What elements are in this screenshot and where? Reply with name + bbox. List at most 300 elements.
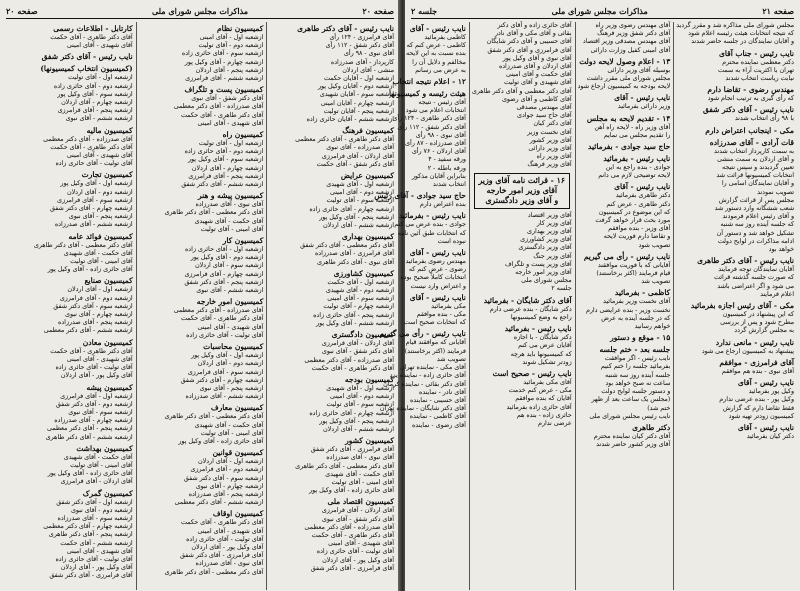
text-line: ورقه باطله - ۲ (427, 164, 466, 172)
section-heading: نایب رئیس - مانعی ندارد (715, 337, 794, 347)
text-line: ازشعبه اول - آقای امینی (199, 34, 264, 41)
text-line: بنده اعتراض دارم (419, 201, 466, 209)
text-line: آقای حائری زاده - آقای وکیل پور (178, 437, 264, 445)
text-line: ازشعبه پنجم - آقای اردلان (195, 66, 264, 74)
text-line: ازشعبه سوم - آقای نبوی (68, 408, 133, 416)
text-line: نیابت ریاست انتخاب شدند (725, 75, 794, 83)
text-line: آقای وزیر اقتصاد (527, 211, 572, 219)
section-heading: نایب رئیس - آقای (614, 93, 671, 103)
text-line: ازشعبه ششم - آقای دکتر معظمی (43, 327, 133, 335)
text-line: به عرض می رسانم (415, 66, 466, 74)
section-heading: کارتابل - اطلاعات رسمی (53, 24, 133, 33)
text-line: آقای صدرزاده - آقای دکتر معظمی (304, 356, 394, 364)
text-line: آقای صدرزاده - آقای دکتر معظمی (43, 135, 133, 143)
text-line: انتخابات کاملاً صحیح بوده (400, 274, 466, 282)
text-line: و آقایان نمایندگان اسامی را (721, 180, 794, 188)
text-line: آقای وزیر کشور (529, 136, 572, 144)
text-line: به مجلس گزارش گردد (734, 327, 794, 335)
section-heading: کمیسیون بهداری (341, 232, 394, 242)
text-line: دکتر طاهری بفرمائید (615, 192, 671, 200)
text-line: آقای فرامرزی - آقای دکتر شفق (180, 552, 264, 560)
text-line: کمیسیون زودتر تهیه شود (728, 412, 794, 420)
section-heading: (کمیسیون انتخاب کمیسیونها) (40, 64, 133, 74)
text-line: آقای دکتر شفق - آقای حکمت (316, 160, 394, 168)
text-line: نبوده است (437, 237, 466, 245)
text-line: آقای دکتر شفق وزیر فرهنگ (597, 30, 671, 38)
text-line: ازشعبه ششم - آقای صدرزاده (185, 393, 264, 401)
section-heading: نایب رئیس - آقای دکتر شفق (703, 105, 794, 115)
text-line: آقای حائری زاده بفرمائید (506, 403, 572, 411)
section-heading: نایب رئیس - آقای دکتر شفق (41, 52, 133, 62)
section-heading: مهندس رضوی - تقاضا دارم (707, 85, 794, 95)
text-line: ازشعبه پنجم - آقایان تولیت (323, 107, 394, 115)
text-line: ادامه مذاکرات در لوایح دولت (717, 237, 794, 245)
text-line: آقای مکی - نماینده تهران (399, 364, 466, 372)
text-line: ازشعبه سوم - آقای حائری زاده (181, 50, 264, 58)
section-heading: کمیسیون قوانین (212, 448, 264, 458)
text-line: آقای امینی - آقای تولیت (200, 225, 264, 233)
section-heading: نایب رئیس - بفرمائید (398, 211, 466, 221)
text-line: آقای دکتر طاهری - ۱۲۴ رأی (392, 115, 466, 123)
text-line: آقای امینی - آقای تولیت (70, 258, 133, 266)
text-line: آقای وکیل پور - آقای اردلان (60, 564, 133, 572)
text-line: ازشعبه ششم - آقایان حائری زاده (306, 116, 394, 124)
text-line: ازشعبه ششم - آقای دکتر طاهری (45, 433, 133, 441)
text-line: کارپرداز - آقای صدرزاده (330, 58, 394, 66)
text-line: آقای دکتر طاهری - آقای حکمت (50, 143, 133, 151)
text-line: فقط تقاضا دارم که گزارش (722, 404, 794, 412)
text-line: و آقای رئیس اعلام فرمودند (722, 213, 794, 221)
text-line: ازشعبه چهارم - آقای وکیل پور (184, 58, 264, 66)
text-line: مجلس شورای ملی مذاکره شد و مقرر گردید (676, 22, 794, 29)
text-line: مهندس رضوی بفرمائید (405, 258, 466, 266)
text-line: آقای دکتر شایگان - نماینده تهران (379, 405, 466, 413)
text-line: جوادی - بنده عرض می کنم (394, 221, 466, 229)
text-line: آقای شهیدی - آقای امینی (197, 119, 264, 127)
text-line: آقای وزیر دادگستری (518, 244, 572, 252)
text-line: آقای دکتر طاهری - آقای دکتر معظمی (295, 136, 394, 144)
text-line: ازشعبه پنجم - آقای دکتر شفق (184, 278, 264, 286)
text-line: آقای وزیر دارائی (528, 145, 572, 153)
boxed-heading (474, 173, 570, 209)
section-heading: نایب رئیس - صحیح است (492, 368, 572, 378)
text-line: مجلس شورای ملی مقرر داشت (586, 75, 671, 83)
text-line: به سمت کارپرداز انتخاب شدند (714, 147, 794, 155)
text-line: مکی - عرض کنم خدمت (508, 387, 572, 395)
text-line: ازشعبه ششم - آقای اردلان (322, 425, 394, 433)
text-line: بوسیله آقای وزیر دارائی (607, 66, 671, 74)
text-line: آقای دکتر شفق - ۱۱۲ رأی (325, 42, 394, 50)
text-line: ازشعبه اول - آقای تولیت (68, 74, 133, 82)
text-line: ازشعبه دوم - آقای فرامرزی (59, 294, 133, 302)
text-line: آقای دکتر معظمی - آقای دکتر طاهری (295, 462, 394, 470)
text-line: انتخابات کمیسیونها قرائت شد (716, 172, 794, 180)
text-line: ازشعبه سوم - آقای دکتر شفق (53, 302, 133, 310)
section-heading: هیئت رئیسه و کمیسیونها (389, 89, 466, 99)
text-line: آقای حسیبی - نماینده (410, 396, 466, 404)
section-heading: نایب رئیس - آقای دکتر طاهری (297, 24, 394, 33)
text-line: وزیر دارائی بفرمائید (617, 103, 671, 111)
text-line: آقای مکی بفرمائید (523, 378, 572, 386)
text-line: که انتخابات صحیح است (403, 319, 466, 327)
text-line: آقای وزیر امور خارجه (515, 269, 572, 277)
right-page-title: مذاکرات مجلس شورای ملی (551, 6, 648, 16)
section-heading: آقای فرامرزی - موافقم (719, 357, 794, 367)
section-heading: کمیسیون نظام (217, 24, 264, 33)
section-heading: کمیسیون تجارت (81, 170, 133, 180)
text-line: مجلس پس از قرائت گزارش (718, 196, 794, 204)
text-line: آقای وزیر پست و تلگراف (505, 260, 572, 268)
text-line: آقای تولیت - آقای حائری زاده (186, 535, 264, 543)
text-line: آقایان عرض می کنم (518, 342, 572, 350)
text-line: آقای حائری زاده - آقای وکیل پور (47, 470, 133, 478)
text-line: با ۹۸ رأی انتخاب شدند (734, 115, 794, 123)
text-line: راجع به وضع کمیسیونها (510, 313, 572, 321)
text-line: مطرح شود و پس از بررسی (720, 319, 794, 327)
text-line: آقای نخست وزیر (527, 128, 572, 136)
text-line: ازشعبه اول - آقای شهیدی (326, 384, 394, 392)
text-line: آقای تولیت - آقای حائری زاده (55, 555, 133, 563)
text-line: منشی - آقای اردلان (342, 66, 394, 74)
text-line: مجلس شورای ملی (521, 277, 572, 285)
text-line: آقای تولیت - آقای حائری زاده (186, 331, 264, 339)
text-line: ازشعبه پنجم - آقای صدرزاده (58, 319, 133, 327)
text-line: دکتر معظمی نماینده محترم (722, 58, 794, 66)
section-heading: ۱۲ - اعلام نتیجه انتخاب (392, 77, 466, 87)
text-column (469, 22, 572, 590)
section-heading: جلسه بعد - ختم جلسه (599, 345, 671, 355)
text-line: آقای شهیدی - آقای امینی (66, 152, 133, 160)
text-line: آقای دکتر معظمی - آقای دکتر طاهری (164, 568, 264, 576)
text-line: آقای حکمت - آقای شهیدی (325, 470, 394, 478)
section-heading: حاج سید جوادی - بفرمائید (588, 142, 671, 152)
section-heading: نایب رئیس - آقای (409, 292, 466, 302)
section-heading: دکتر طاهری (632, 422, 671, 432)
text-line: ازشعبه ششم - آقای حکمت (60, 539, 133, 547)
text-line: آقای دکتر معظمی - آقای دکتر طاهری (164, 209, 264, 217)
text-line: وکیل پور - بنده عرضی ندارم (719, 396, 794, 404)
text-line: آقای صدرزاده - ۸۷ رأی (405, 140, 466, 148)
text-line: آقای دکتر شفق - آقای نبوی (321, 515, 394, 523)
text-line: ازشعبه سوم - آقای امینی (327, 295, 394, 303)
text-line: و آقایان نمایندگان در جلسه حاضر شدند (691, 38, 794, 46)
text-line: ازشعبه پنجم - آقای دکتر معظمی (46, 425, 133, 433)
text-line: آقایان که بنده موافقم (515, 395, 572, 403)
text-line: آقای رئیس - نتیجه (418, 99, 466, 107)
section-heading: نایب رئیس - آقای (409, 24, 466, 33)
section-heading: نایب رئیس - رأی می گیریم (583, 251, 671, 261)
section-heading: نایب رئیس - رأی می گیریم (379, 329, 466, 339)
text-line: آقای حکمت - آقای شهیدی (63, 249, 133, 257)
text-line: آقای دکتر طاهری - آقای حکمت (50, 347, 133, 355)
text-line: وکیل پور بفرمائید (748, 388, 794, 396)
text-line: مورد بحث قرار خواهد گرفت (595, 217, 671, 225)
text-line: ازشعبه چهارم - آقای نبوی (65, 311, 133, 319)
text-line: که این موضوع در کمیسیون (598, 208, 671, 216)
text-line: آقای حائری زاده و آقای دکتر (497, 22, 572, 29)
section-heading: کمیسیون اقتصاد ملی (327, 497, 394, 507)
text-line: ازشعبه اول - آقای دکتر شفق (56, 498, 133, 506)
text-line: ازشعبه دوم - آقای اردلان (66, 188, 133, 196)
section-heading: کمیسیون صنایع (84, 276, 133, 286)
text-line: پیشنهاد به کمیسیون ارجاع می شود (701, 347, 794, 355)
text-line: ازشعبه دوم - آقایان وکیل پور (318, 83, 394, 91)
text-line: ازشعبه دوم - آقای فرامرزی (190, 466, 264, 474)
text-line: ازشعبه دوم - آقای امینی (329, 189, 394, 197)
text-line: ازشعبه دوم - آقای اردلان (197, 360, 264, 368)
text-line: کاظمی بفرمائید (424, 34, 466, 41)
text-line: ازشعبه اول - آقای اردلان (198, 458, 264, 466)
text-line: آقای حکمت - آقای شهیدی (63, 453, 133, 461)
text-line: تشکیل خواهد شد و دستور آن (716, 229, 794, 237)
section-heading: آقای دکتر شایگان - بفرمائید (483, 295, 572, 305)
section-heading: کمیسیون دادگستری (331, 330, 394, 340)
text-line: آقای اردلان - آقای فرامرزی (60, 478, 133, 486)
text-line: و دستور جلسه لوایح دولت (601, 388, 671, 396)
text-line: آقای دکتر طاهری - آقای حکمت (180, 315, 264, 323)
section-heading: کمیسیون معارف (210, 403, 264, 413)
boxed-heading-line: آقای وزیر امور خارجه (486, 185, 558, 195)
text-line: ازشعبه ششم - آقای دکتر معظمی (174, 499, 264, 507)
text-line: آقای حکمت و آقای امینی (505, 71, 572, 79)
text-line: ازشعبه دوم - آقای شهیدی (325, 287, 394, 295)
section-heading: کمیسیون عرایض (340, 171, 394, 181)
text-line: آقای وزیر - بنده موافقم (608, 225, 671, 233)
text-line: آقای صدرزاده - آقای دکتر معظمی (304, 523, 394, 531)
section-heading: کمیسیون گمرک (82, 488, 133, 498)
text-line: خواهد بود (768, 246, 794, 254)
text-line: آقای امینی - آقای تولیت (200, 429, 264, 437)
text-line: ازشعبه دوم - آقای دکتر شفق (55, 400, 133, 408)
section-heading: کمیسیون فوائد عامه (68, 231, 133, 241)
text-line: دکتر طاهری - عرض کنم (606, 200, 671, 208)
text-line: آقای فرامرزی - آقای صدرزاده (315, 250, 394, 258)
text-line: آقای حکمت - آقای شهیدی (194, 217, 264, 225)
text-line: آقای کاظمی و آقای رضوی (501, 95, 572, 103)
section-heading: ۱۴ - تقدیم لایحه به مجلس (586, 113, 671, 123)
text-line: رضوی - عرض کنم که (408, 266, 466, 274)
text-line: ازشعبه اول - آقای اردلان (67, 286, 133, 294)
right-page-session: جلسه ۲ (411, 6, 438, 16)
text-line: ازشعبه دوم - آقای امینی (329, 393, 394, 401)
text-column (575, 22, 671, 590)
section-heading: نایب رئیس - جناب آقای (719, 48, 794, 58)
text-line: شعب ششگانه وارد دستور شد (714, 205, 794, 213)
text-line: آقای وزیر راه (536, 153, 572, 161)
text-line: ازشعبه چهارم - آقای اردلان (61, 99, 133, 107)
section-heading: کاظمی - بفرمائید (614, 288, 671, 298)
text-line: انتخابات اعلام می شود (405, 107, 466, 115)
text-line: ازشعبه چهارم - آقای فرامرزی (184, 270, 264, 278)
section-heading: مکی - اینجانب اعتراض دارم (705, 125, 794, 135)
text-column (6, 22, 133, 590)
text-line: انتخاب شدند (432, 181, 466, 189)
text-line: آقای نبوی - آقای صدرزاده (195, 201, 264, 209)
text-line: آقای وزیر فرهنگ (527, 161, 572, 169)
text-line: آقای دکتر طاهری - آقای حکمت (311, 531, 394, 539)
text-line: آقای نادر - نماینده (419, 388, 466, 396)
text-line: آقای دکتر طاهری - آقای حکمت (180, 111, 264, 119)
text-line: ازشعبه چهارم - آقای دکتر شفق (49, 205, 133, 213)
text-line: آقای فرامرزی - آقای دکتر شفق (310, 446, 394, 454)
text-line: نایب رئیس - اگر موافقت (604, 355, 671, 363)
text-line: که در جلسه آینده به عرض (601, 314, 671, 322)
text-line: آقای حسیبی و آقای دکتر شایگان (486, 38, 572, 46)
text-line: آقای نبوی - ۹۸ رأی (343, 50, 394, 58)
text-line: خواهم رسانید (634, 323, 671, 331)
text-line: ازشعبه سوم - آقای اردلان (194, 262, 264, 270)
text-line: ازشعبه چهارم - آقای نبوی (195, 482, 264, 490)
section-heading: نایب رئیس - بفرمائید (603, 154, 671, 164)
text-line: آقای شهیدی - آقای امینی (197, 527, 264, 535)
text-line: آقای شهیدی و آقای تولیت (504, 79, 572, 87)
text-line: ازشعبه اول - آقای وکیل پور (60, 180, 133, 188)
text-column (673, 22, 794, 590)
text-line: آقای وکیل پور - آقای اردلان (60, 372, 133, 380)
left-page-columns (6, 22, 394, 590)
section-heading: کمیسیون بهداشت (76, 443, 133, 453)
text-line: ازشعبه سوم - آقایان شهیدی (319, 91, 394, 99)
text-line: می شود و اگر اعتراضی باشد (717, 282, 794, 290)
text-line: ازشعبه دوم - آقای حائری زاده (184, 148, 264, 156)
text-line: ازشعبه چهارم - آقای اردلان (191, 164, 264, 172)
text-line: آقای حائری زاده - آقای وکیل پور (309, 487, 394, 495)
text-line: نخست وزیر - بنده عرایضی دارم (585, 306, 671, 314)
text-line: آقای دکتر معظمی - آقای دکتر طاهری (164, 413, 264, 421)
text-line: آقای دکتر معظمی و آقای دکتر طاهری (471, 87, 572, 95)
text-line: آقای دکتر بقائی - نماینده کرمان (383, 380, 466, 388)
section-heading: کمیسیون فرهنگ (342, 126, 394, 136)
section-heading: قات آرادی - آقای صدرزاده (709, 137, 794, 147)
section-heading: کمیسیون کار (222, 236, 264, 246)
left-page-number: صفحه ۲۰ (362, 6, 394, 16)
text-line: عرضی ندارم (538, 419, 572, 427)
section-heading: کمیسیون پیشه و هنر (197, 191, 264, 201)
text-line: تصویب شد (641, 278, 671, 286)
section-heading: کمیسیون امور خارجه (196, 297, 264, 307)
text-line: ازشعبه چهارم - آقای دکتر معظمی (43, 523, 133, 531)
text-line: ازشعبه دوم - آقای نبوی (70, 506, 133, 514)
text-line: ازشعبه پنجم - آقای فرامرزی (188, 172, 264, 180)
text-line: ازشعبه سوم - آقای فرامرزی (57, 196, 133, 204)
right-page-header (411, 4, 794, 19)
section-heading: نایب رئیس - آقای (737, 378, 794, 388)
text-line: ازشعبه چهارم - آقای تولیت (323, 303, 394, 311)
text-line: آقای دکتر طاهری - آقای حکمت (180, 519, 264, 527)
text-line: ازشعبه پنجم - آقای وکیل پور (319, 417, 394, 425)
text-line: ازشعبه اول - آقای حکمت (327, 278, 394, 286)
text-line: و تقاضا دارم فوریت لایحه (603, 233, 671, 241)
text-line: قیام فرمایند (اکثر برخاستند) (596, 270, 671, 278)
text-line: آقای وزیر جنگ (533, 252, 572, 260)
boxed-heading-line: و آقای وزیر دادگستری (485, 195, 559, 205)
text-line: ازشعبه اول - آقایان حکمت (323, 75, 394, 83)
text-line: آقای دکتر کیان نماینده محترم (593, 432, 671, 440)
text-line: ختم شد) (647, 404, 671, 412)
section-heading: مکی - آقای رئیس اجازه بفرمائید (690, 301, 794, 311)
section-heading: کمیسیون راه (222, 130, 264, 140)
text-line: آقای اردلان و آقای صدرزاده (498, 63, 572, 71)
section-heading: کمیسیون کشور (345, 436, 394, 446)
text-line: ازشعبه سوم - آقای وکیل پور (57, 90, 133, 98)
text-line: که رأی گیری به ترتیب انجام شود (707, 95, 794, 103)
text-line: آقایانی که موافقند قیام (405, 339, 466, 347)
text-line: آقای شهیدی - آقای امینی (66, 355, 133, 363)
section-heading: نایب رئیس - آقای (737, 422, 794, 432)
text-line: ساعت نه صبح خواهد بود (605, 379, 671, 387)
text-line: آقای شهیدی - آقای امینی (66, 547, 133, 555)
boxed-heading-line: ۱۶ - قرائت نامه آقای وزیر (478, 175, 565, 185)
text-line: آقای حاج سید جوادی (517, 112, 572, 120)
section-heading: نایب رئیس - آقای (409, 248, 466, 258)
text-line: تصویب شد (436, 355, 466, 363)
text-line: ازشعبه سوم - آقای صدرزاده (57, 514, 133, 522)
text-line: آقای دکتر معظمی - آقای دکتر طاهری (33, 241, 133, 249)
text-line: لایحه بودجه به کمیسیون ارجاع شود (577, 83, 671, 91)
text-line: آقای دکتر معظمی - آقای دکتر شفق (300, 242, 394, 250)
text-line: ازشعبه پنجم - آقای نبوی (199, 384, 264, 392)
text-line: آقای تولیت - آقای حائری زاده (55, 364, 133, 372)
text-line: آقای حائری زاده - آقای وکیل پور (47, 266, 133, 274)
section-heading: کمیسیون پیشه (86, 382, 133, 392)
text-line: آقای صدرزاده - آقای نبوی (326, 144, 394, 152)
text-line: آقای شهیدی - آقای امینی (66, 42, 133, 50)
text-line: ازشعبه پنجم - آقای حائری زاده (313, 311, 394, 319)
text-line: آقای وزیر بهداری (527, 228, 572, 236)
text-line: ازشعبه پنجم - آقای دکتر طاهری (48, 531, 133, 539)
text-line: نایب رئیس مجلس شورای ملی (589, 412, 671, 420)
text-line: آقای امینی - آقای تولیت (331, 478, 394, 486)
text-line: آقایان نمایندگان توجه فرمایند (718, 266, 794, 274)
section-heading: حاج سید جوادی - آقای رئیس (374, 191, 466, 201)
text-line: آقای دکتر طاهری - آقای حکمت (50, 34, 133, 41)
text-line: کاظمی - عرض کنم که (406, 42, 466, 50)
text-line: که انتخابات طبق آئین نامه (397, 229, 466, 237)
text-line: آقای حکمت - آقای شهیدی (194, 421, 264, 429)
text-line: ازشعبه ششم - آقای صدرزاده (54, 221, 133, 229)
text-line: ازشعبه دوم - آقای تولیت (198, 42, 264, 50)
text-line: آقای فرامرزی - آقای دکتر شفق (310, 564, 394, 572)
text-line: مکی - بنده موافقم (416, 311, 466, 319)
text-line: دکتر کیان بفرمائید (746, 432, 794, 440)
text-line: آقای اردلان - آقای فرامرزی (321, 152, 394, 160)
text-line: که صورت جلسه گذشته قرائت (714, 274, 794, 282)
text-line: آقای اردلان - آقای فرامرزی (321, 340, 394, 348)
section-heading: ۱۵ - موقع و دستور (610, 333, 671, 343)
text-line: (مجلس یک ساعت بعد از ظهر (591, 396, 671, 404)
text-line: آقای مهندس مصدقی (516, 104, 572, 112)
text-line: آقای شهیدی - آقای امینی (197, 323, 264, 331)
text-line: آقای تولیت - آقای حائری زاده (55, 160, 133, 168)
text-line: ورقه سفید - ۴ (428, 156, 466, 164)
text-line: ازشعبه ششم - آقای اردلان (322, 222, 394, 230)
text-line: آقای وکیل پور - آقای اردلان (322, 556, 394, 564)
text-line: آقای شهیدی - آقای امینی (328, 540, 394, 548)
text-line: جوادی - بنده راجع به این (605, 164, 671, 172)
text-line: ازشعبه سوم - آقای وکیل پور (188, 156, 264, 164)
text-line: جلسه آینده روز سه شنبه (605, 371, 671, 379)
text-line: تصویب شود (638, 241, 671, 249)
left-page-session: صفحه ۲۰ (6, 6, 38, 16)
text-line: تهران با اکثریت آراء به سمت (718, 66, 794, 74)
right-page-number: صفحه ۲۱ (762, 6, 794, 16)
text-line: آقای تولیت - آقای حائری زاده (316, 548, 394, 556)
text-line: آقای مهندس مصدقی وزیر اقتصاد (582, 38, 671, 46)
text-line: ازشعبه پنجم - آقای نبوی (68, 213, 133, 221)
text-line: ازشعبه چهارم - آقایان امینی (320, 99, 394, 107)
text-line: آقای نبوی - آقای دکتر طاهری (316, 258, 394, 266)
text-line: آقای نخست وزیر بفرمائید (603, 298, 671, 306)
